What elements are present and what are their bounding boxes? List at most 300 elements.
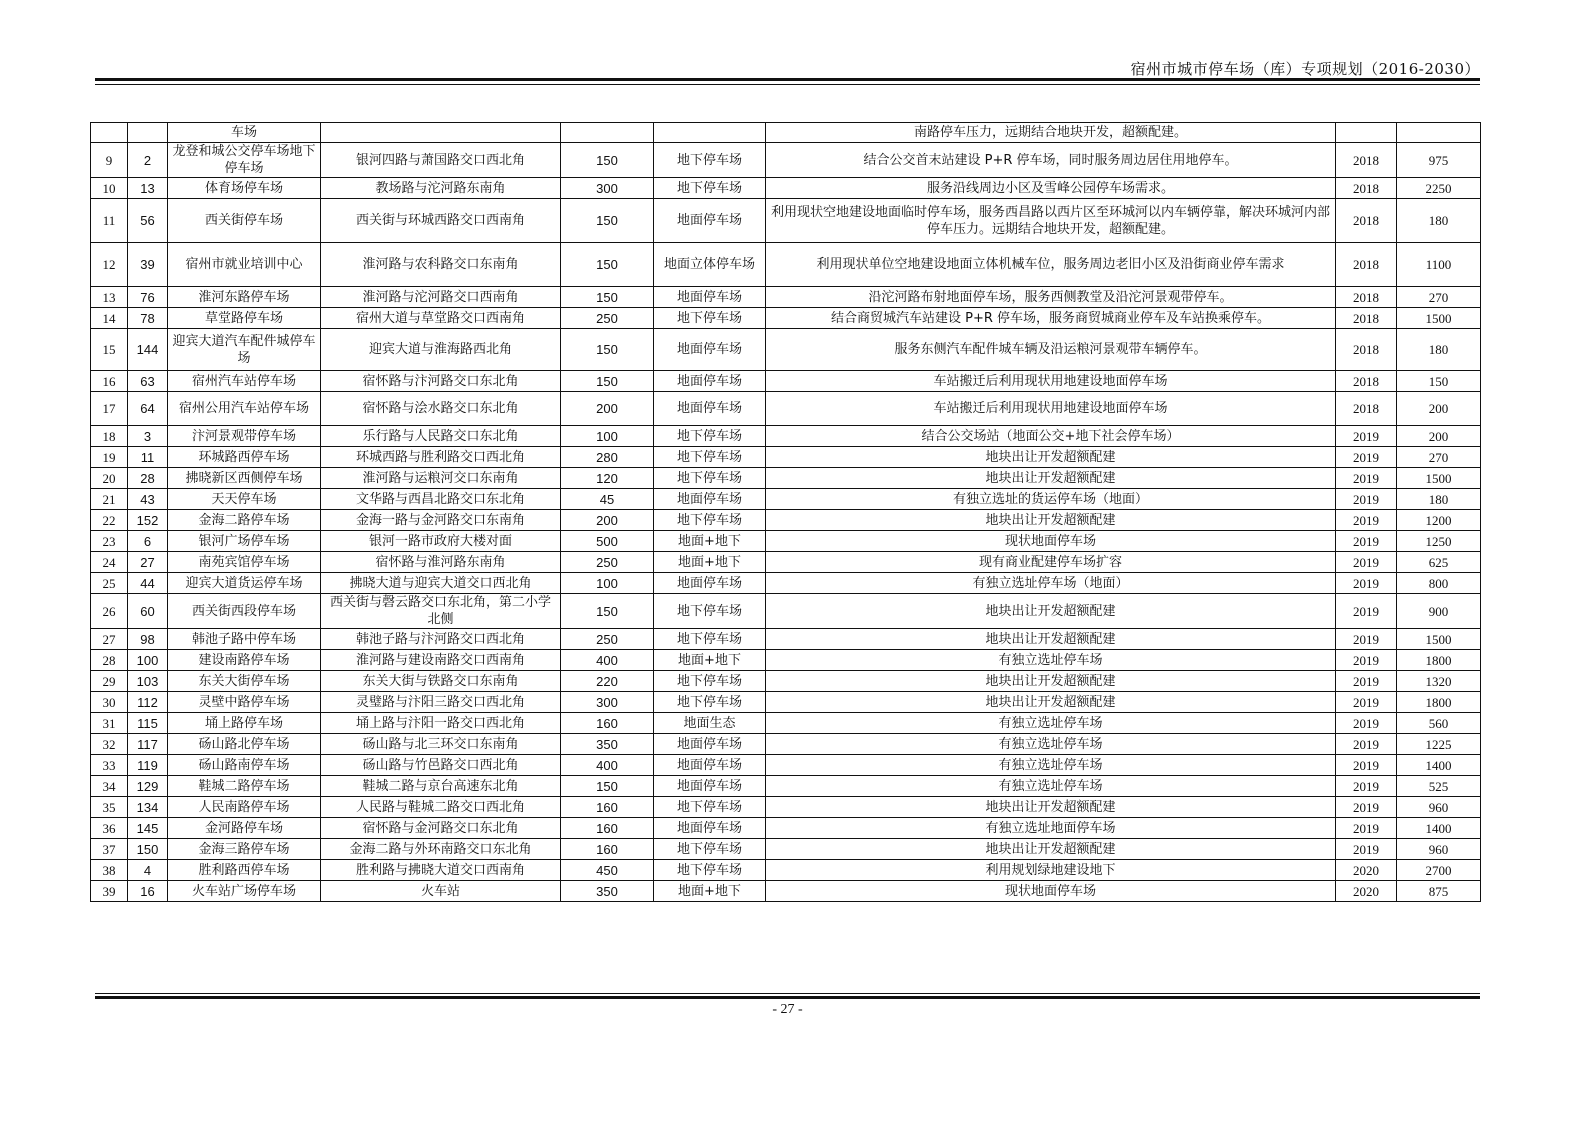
table-row (91, 573, 1481, 594)
type-cell: 地面停车场 (654, 734, 766, 755)
type-cell: 地面停车场 (654, 199, 766, 243)
location-cell: 淮河路与运粮河交口东南角 (321, 468, 561, 489)
description-cell: 有独立选址停车场 (766, 776, 1336, 797)
spaces-cell: 150 (561, 287, 654, 308)
spaces-cell: 150 (561, 143, 654, 178)
year-cell: 2018 (1336, 199, 1397, 243)
description-cell: 车站搬迁后利用现状用地建设地面停车场 (766, 392, 1336, 426)
type-cell: 地下停车场 (654, 178, 766, 199)
location-cell: 西关街与磬云路交口东北角，第二小学北侧 (321, 594, 561, 629)
name-cell: 灵壁中路停车场 (168, 692, 321, 713)
table-row (91, 818, 1481, 839)
table-row (91, 797, 1481, 818)
table-row (91, 531, 1481, 552)
type-cell: 地下停车场 (654, 860, 766, 881)
table-row (91, 287, 1481, 308)
investment-cell (1397, 123, 1481, 143)
id-cell: 103 (128, 671, 168, 692)
seq-cell: 29 (91, 671, 128, 692)
id-cell: 64 (128, 392, 168, 426)
spaces-cell: 200 (561, 392, 654, 426)
investment-cell: 800 (1397, 573, 1481, 594)
year-cell: 2019 (1336, 797, 1397, 818)
type-cell: 地下停车场 (654, 839, 766, 860)
seq-cell: 13 (91, 287, 128, 308)
location-cell: 东关大街与铁路交口东南角 (321, 671, 561, 692)
location-cell: 银河四路与萧国路交口西北角 (321, 143, 561, 178)
id-cell: 13 (128, 178, 168, 199)
spaces-cell: 400 (561, 755, 654, 776)
seq-cell: 10 (91, 178, 128, 199)
year-cell: 2019 (1336, 426, 1397, 447)
seq-cell: 37 (91, 839, 128, 860)
name-cell: 宿州市就业培训中心 (168, 243, 321, 287)
year-cell: 2019 (1336, 594, 1397, 629)
seq-cell: 19 (91, 447, 128, 468)
description-cell: 现状地面停车场 (766, 881, 1336, 902)
id-cell: 3 (128, 426, 168, 447)
type-cell: 地面停车场 (654, 371, 766, 392)
description-cell: 服务东侧汽车配件城车辆及沿运粮河景观带车辆停车。 (766, 329, 1336, 371)
seq-cell: 39 (91, 881, 128, 902)
location-cell: 砀山路与北三环交口东南角 (321, 734, 561, 755)
name-cell: 天天停车场 (168, 489, 321, 510)
investment-cell: 1400 (1397, 755, 1481, 776)
name-cell: 汴河景观带停车场 (168, 426, 321, 447)
type-cell: 地面停车场 (654, 818, 766, 839)
seq-cell: 20 (91, 468, 128, 489)
investment-cell: 625 (1397, 552, 1481, 573)
spaces-cell: 160 (561, 818, 654, 839)
name-cell: 迎宾大道货运停车场 (168, 573, 321, 594)
id-cell: 39 (128, 243, 168, 287)
location-cell: 教场路与沱河路东南角 (321, 178, 561, 199)
table-row (91, 552, 1481, 573)
description-cell: 有独立选址停车场 (766, 755, 1336, 776)
location-cell: 埇上路与汴阳一路交口西北角 (321, 713, 561, 734)
seq-cell: 17 (91, 392, 128, 426)
investment-cell: 960 (1397, 797, 1481, 818)
description-cell: 结合公交场站（地面公交+地下社会停车场） (766, 426, 1336, 447)
table-row (91, 199, 1481, 243)
table-row (91, 143, 1481, 178)
name-cell: 拂晓新区西侧停车场 (168, 468, 321, 489)
spaces-cell (561, 123, 654, 143)
name-cell: 埇上路停车场 (168, 713, 321, 734)
name-cell: 火车站广场停车场 (168, 881, 321, 902)
type-cell: 地面+地下 (654, 552, 766, 573)
id-cell: 152 (128, 510, 168, 531)
description-cell: 结合商贸城汽车站建设 P+R 停车场，服务商贸城商业停车及车站换乘停车。 (766, 308, 1336, 329)
description-cell: 现有商业配建停车场扩容 (766, 552, 1336, 573)
spaces-cell: 120 (561, 468, 654, 489)
table-row (91, 510, 1481, 531)
spaces-cell: 160 (561, 713, 654, 734)
investment-cell: 875 (1397, 881, 1481, 902)
id-cell: 11 (128, 447, 168, 468)
id-cell: 16 (128, 881, 168, 902)
investment-cell: 180 (1397, 489, 1481, 510)
location-cell: 拂晓大道与迎宾大道交口西北角 (321, 573, 561, 594)
id-cell: 4 (128, 860, 168, 881)
name-cell: 砀山路南停车场 (168, 755, 321, 776)
location-cell: 宿怀路与浍水路交口东北角 (321, 392, 561, 426)
table-row (91, 308, 1481, 329)
investment-cell: 180 (1397, 199, 1481, 243)
investment-cell: 1500 (1397, 629, 1481, 650)
description-cell: 地块出让开发超额配建 (766, 510, 1336, 531)
description-cell: 有独立选址停车场 (766, 650, 1336, 671)
year-cell: 2019 (1336, 650, 1397, 671)
year-cell: 2019 (1336, 552, 1397, 573)
table-row (91, 468, 1481, 489)
footer-rule-thick (95, 996, 1480, 999)
id-cell: 145 (128, 818, 168, 839)
name-cell: 体育场停车场 (168, 178, 321, 199)
type-cell: 地下停车场 (654, 671, 766, 692)
spaces-cell: 250 (561, 552, 654, 573)
investment-cell: 2250 (1397, 178, 1481, 199)
investment-cell: 180 (1397, 329, 1481, 371)
seq-cell: 21 (91, 489, 128, 510)
investment-cell: 560 (1397, 713, 1481, 734)
year-cell: 2019 (1336, 755, 1397, 776)
seq-cell (91, 123, 128, 143)
seq-cell: 30 (91, 692, 128, 713)
seq-cell: 35 (91, 797, 128, 818)
type-cell: 地下停车场 (654, 426, 766, 447)
seq-cell: 16 (91, 371, 128, 392)
description-cell: 沿沱河路布射地面停车场，服务西侧教堂及沿沱河景观带停车。 (766, 287, 1336, 308)
name-cell: 迎宾大道汽车配件城停车场 (168, 329, 321, 371)
year-cell: 2018 (1336, 178, 1397, 199)
location-cell: 文华路与西昌北路交口东北角 (321, 489, 561, 510)
id-cell: 112 (128, 692, 168, 713)
description-cell: 有独立选址的货运停车场（地面） (766, 489, 1336, 510)
location-cell: 淮河路与建设南路交口西南角 (321, 650, 561, 671)
id-cell: 56 (128, 199, 168, 243)
type-cell: 地下停车场 (654, 510, 766, 531)
type-cell: 地下停车场 (654, 692, 766, 713)
investment-cell: 900 (1397, 594, 1481, 629)
description-cell: 车站搬迁后利用现状用地建设地面停车场 (766, 371, 1336, 392)
id-cell: 6 (128, 531, 168, 552)
seq-cell: 11 (91, 199, 128, 243)
investment-cell: 1800 (1397, 692, 1481, 713)
spaces-cell: 150 (561, 329, 654, 371)
type-cell: 地下停车场 (654, 308, 766, 329)
year-cell: 2019 (1336, 468, 1397, 489)
spaces-cell: 400 (561, 650, 654, 671)
year-cell: 2019 (1336, 734, 1397, 755)
type-cell: 地下停车场 (654, 594, 766, 629)
year-cell: 2018 (1336, 371, 1397, 392)
name-cell: 鞋城二路停车场 (168, 776, 321, 797)
investment-cell: 2700 (1397, 860, 1481, 881)
seq-cell: 24 (91, 552, 128, 573)
id-cell: 27 (128, 552, 168, 573)
seq-cell: 26 (91, 594, 128, 629)
seq-cell: 33 (91, 755, 128, 776)
seq-cell: 22 (91, 510, 128, 531)
description-cell: 地块出让开发超额配建 (766, 468, 1336, 489)
table-row (91, 447, 1481, 468)
id-cell: 78 (128, 308, 168, 329)
year-cell: 2019 (1336, 776, 1397, 797)
year-cell: 2019 (1336, 489, 1397, 510)
name-cell: 淮河东路停车场 (168, 287, 321, 308)
id-cell: 134 (128, 797, 168, 818)
investment-cell: 1200 (1397, 510, 1481, 531)
location-cell: 金海一路与金河路交口东南角 (321, 510, 561, 531)
id-cell: 144 (128, 329, 168, 371)
table-row (91, 629, 1481, 650)
description-cell: 有独立选址停车场 (766, 734, 1336, 755)
type-cell: 地下停车场 (654, 468, 766, 489)
location-cell: 宿怀路与金河路交口东北角 (321, 818, 561, 839)
id-cell: 63 (128, 371, 168, 392)
investment-cell: 270 (1397, 287, 1481, 308)
spaces-cell: 350 (561, 881, 654, 902)
seq-cell: 18 (91, 426, 128, 447)
type-cell: 地面生态 (654, 713, 766, 734)
table-row (91, 426, 1481, 447)
location-cell: 西关街与环城西路交口西南角 (321, 199, 561, 243)
investment-cell: 1500 (1397, 468, 1481, 489)
seq-cell: 9 (91, 143, 128, 178)
location-cell: 迎宾大道与淮海路西北角 (321, 329, 561, 371)
table-row (91, 371, 1481, 392)
table-row (91, 860, 1481, 881)
id-cell (128, 123, 168, 143)
name-cell: 宿州公用汽车站停车场 (168, 392, 321, 426)
id-cell: 2 (128, 143, 168, 178)
page-number: - 27 - (772, 1002, 803, 1017)
name-cell: 西关街西段停车场 (168, 594, 321, 629)
page-header-title: 宿州市城市停车场（库）专项规划（2016-2030） (1130, 60, 1480, 78)
description-cell: 地块出让开发超额配建 (766, 447, 1336, 468)
id-cell: 115 (128, 713, 168, 734)
description-cell: 有独立选址地面停车场 (766, 818, 1336, 839)
type-cell: 地面停车场 (654, 776, 766, 797)
name-cell: 草堂路停车场 (168, 308, 321, 329)
type-cell: 地面+地下 (654, 650, 766, 671)
name-cell: 韩池子路中停车场 (168, 629, 321, 650)
location-cell: 淮河路与沱河路交口西南角 (321, 287, 561, 308)
location-cell: 银河一路市政府大楼对面 (321, 531, 561, 552)
seq-cell: 36 (91, 818, 128, 839)
id-cell: 43 (128, 489, 168, 510)
type-cell: 地面停车场 (654, 489, 766, 510)
investment-cell: 150 (1397, 371, 1481, 392)
description-cell: 服务沿线周边小区及雪峰公园停车场需求。 (766, 178, 1336, 199)
spaces-cell: 150 (561, 199, 654, 243)
investment-cell: 1250 (1397, 531, 1481, 552)
name-cell: 宿州汽车站停车场 (168, 371, 321, 392)
name-cell: 人民南路停车场 (168, 797, 321, 818)
id-cell: 44 (128, 573, 168, 594)
year-cell: 2018 (1336, 392, 1397, 426)
footer-rule-thin (95, 993, 1480, 994)
year-cell: 2019 (1336, 692, 1397, 713)
seq-cell: 34 (91, 776, 128, 797)
table-row (91, 178, 1481, 199)
spaces-cell: 150 (561, 594, 654, 629)
spaces-cell: 160 (561, 839, 654, 860)
table-row (91, 692, 1481, 713)
type-cell: 地面停车场 (654, 329, 766, 371)
year-cell: 2020 (1336, 881, 1397, 902)
location-cell (321, 123, 561, 143)
description-cell: 有独立选址停车场 (766, 713, 1336, 734)
investment-cell: 1225 (1397, 734, 1481, 755)
year-cell: 2018 (1336, 308, 1397, 329)
header-rule-thick (95, 78, 1480, 81)
year-cell: 2018 (1336, 243, 1397, 287)
location-cell: 鞋城二路与京台高速东北角 (321, 776, 561, 797)
table-body (91, 123, 1481, 902)
type-cell: 地下停车场 (654, 629, 766, 650)
location-cell: 韩池子路与汴河路交口西北角 (321, 629, 561, 650)
year-cell: 2019 (1336, 839, 1397, 860)
name-cell: 胜利路西停车场 (168, 860, 321, 881)
investment-cell: 525 (1397, 776, 1481, 797)
spaces-cell: 150 (561, 776, 654, 797)
description-cell: 地块出让开发超额配建 (766, 671, 1336, 692)
description-cell: 地块出让开发超额配建 (766, 839, 1336, 860)
table-row (91, 755, 1481, 776)
id-cell: 150 (128, 839, 168, 860)
type-cell: 地下停车场 (654, 447, 766, 468)
table-row (91, 594, 1481, 629)
id-cell: 119 (128, 755, 168, 776)
seq-cell: 27 (91, 629, 128, 650)
table-row (91, 392, 1481, 426)
investment-cell: 1100 (1397, 243, 1481, 287)
header-rule-thin (95, 84, 1480, 85)
location-cell: 灵璧路与汴阳三路交口西北角 (321, 692, 561, 713)
name-cell: 银河广场停车场 (168, 531, 321, 552)
table-row (91, 329, 1481, 371)
id-cell: 60 (128, 594, 168, 629)
spaces-cell: 45 (561, 489, 654, 510)
seq-cell: 15 (91, 329, 128, 371)
description-cell: 利用规划绿地建设地下 (766, 860, 1336, 881)
type-cell: 地面停车场 (654, 287, 766, 308)
description-cell: 利用现状空地建设地面临时停车场，服务西昌路以西片区至环城河以内车辆停靠，解决环城河内部停车压力。远期结合地块开发，超额配建。 (766, 199, 1336, 243)
name-cell: 金海二路停车场 (168, 510, 321, 531)
investment-cell: 200 (1397, 426, 1481, 447)
type-cell: 地面停车场 (654, 573, 766, 594)
year-cell: 2019 (1336, 629, 1397, 650)
description-cell: 地块出让开发超额配建 (766, 594, 1336, 629)
year-cell: 2019 (1336, 671, 1397, 692)
type-cell: 地面停车场 (654, 392, 766, 426)
name-cell: 南苑宾馆停车场 (168, 552, 321, 573)
seq-cell: 12 (91, 243, 128, 287)
location-cell: 金海二路与外环南路交口东北角 (321, 839, 561, 860)
location-cell: 宿怀路与淮河路东南角 (321, 552, 561, 573)
table-row (91, 671, 1481, 692)
name-cell: 环城路西停车场 (168, 447, 321, 468)
year-cell: 2019 (1336, 447, 1397, 468)
investment-cell: 960 (1397, 839, 1481, 860)
id-cell: 117 (128, 734, 168, 755)
spaces-cell: 500 (561, 531, 654, 552)
description-cell: 地块出让开发超额配建 (766, 692, 1336, 713)
id-cell: 76 (128, 287, 168, 308)
year-cell: 2018 (1336, 329, 1397, 371)
type-cell (654, 123, 766, 143)
description-cell: 有独立选址停车场（地面） (766, 573, 1336, 594)
year-cell: 2020 (1336, 860, 1397, 881)
description-cell: 利用现状单位空地建设地面立体机械车位，服务周边老旧小区及沿街商业停车需求 (766, 243, 1336, 287)
seq-cell: 25 (91, 573, 128, 594)
location-cell: 宿怀路与汴河路交口东北角 (321, 371, 561, 392)
location-cell: 砀山路与竹邑路交口西北角 (321, 755, 561, 776)
table-row (91, 489, 1481, 510)
spaces-cell: 100 (561, 426, 654, 447)
spaces-cell: 250 (561, 308, 654, 329)
investment-cell: 270 (1397, 447, 1481, 468)
location-cell: 胜利路与拂晓大道交口西南角 (321, 860, 561, 881)
type-cell: 地下停车场 (654, 797, 766, 818)
year-cell: 2019 (1336, 818, 1397, 839)
seq-cell: 38 (91, 860, 128, 881)
location-cell: 乐行路与人民路交口东北角 (321, 426, 561, 447)
spaces-cell: 100 (561, 573, 654, 594)
type-cell: 地面停车场 (654, 755, 766, 776)
id-cell: 98 (128, 629, 168, 650)
year-cell: 2019 (1336, 713, 1397, 734)
investment-cell: 1800 (1397, 650, 1481, 671)
seq-cell: 32 (91, 734, 128, 755)
name-cell: 金海三路停车场 (168, 839, 321, 860)
year-cell: 2018 (1336, 287, 1397, 308)
description-cell: 地块出让开发超额配建 (766, 629, 1336, 650)
location-cell: 淮河路与农科路交口东南角 (321, 243, 561, 287)
type-cell: 地面+地下 (654, 531, 766, 552)
type-cell: 地面立体停车场 (654, 243, 766, 287)
spaces-cell: 200 (561, 510, 654, 531)
name-cell: 建设南路停车场 (168, 650, 321, 671)
seq-cell: 14 (91, 308, 128, 329)
type-cell: 地面+地下 (654, 881, 766, 902)
table-row (91, 839, 1481, 860)
year-cell: 2019 (1336, 510, 1397, 531)
id-cell: 129 (128, 776, 168, 797)
location-cell: 宿州大道与草堂路交口西南角 (321, 308, 561, 329)
year-cell: 2019 (1336, 531, 1397, 552)
spaces-cell: 450 (561, 860, 654, 881)
spaces-cell: 280 (561, 447, 654, 468)
table-row-continuation (91, 123, 1481, 143)
spaces-cell: 220 (561, 671, 654, 692)
table-row (91, 650, 1481, 671)
spaces-cell: 350 (561, 734, 654, 755)
investment-cell: 1400 (1397, 818, 1481, 839)
name-cell: 龙登和城公交停车场地下停车场 (168, 143, 321, 178)
description-cell: 结合公交首末站建设 P+R 停车场，同时服务周边居住用地停车。 (766, 143, 1336, 178)
year-cell: 2018 (1336, 143, 1397, 178)
type-cell: 地下停车场 (654, 143, 766, 178)
table-row (91, 243, 1481, 287)
table-row (91, 734, 1481, 755)
seq-cell: 31 (91, 713, 128, 734)
name-cell: 砀山路北停车场 (168, 734, 321, 755)
seq-cell: 28 (91, 650, 128, 671)
name-cell: 东关大街停车场 (168, 671, 321, 692)
